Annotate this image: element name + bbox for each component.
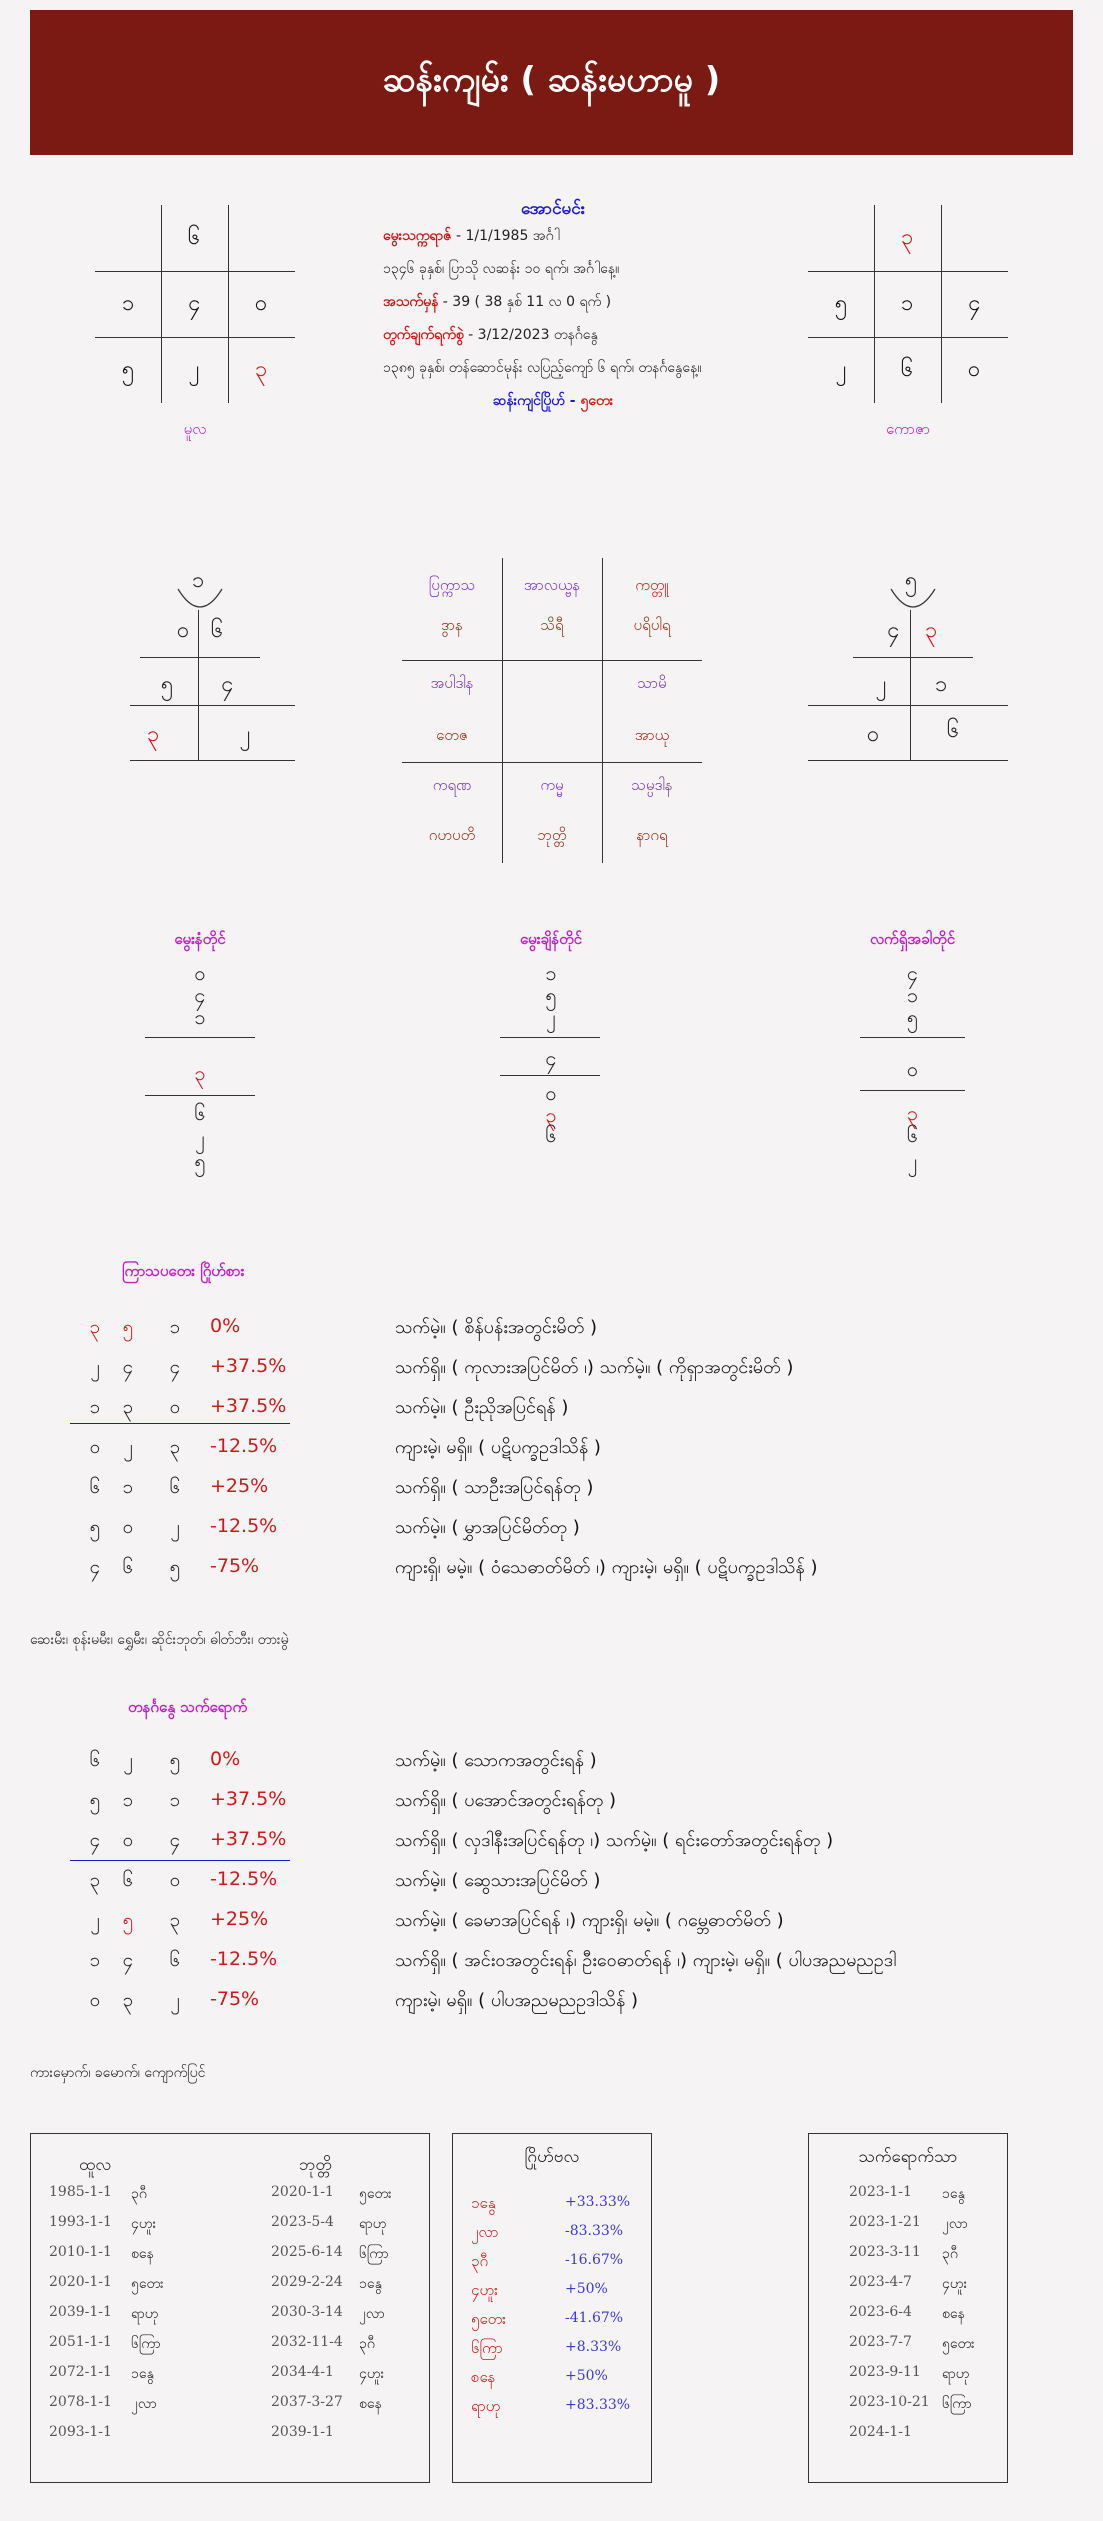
table-row: ၂ ၄ ၄ +37.5% သက်ရှိ။ ( ကုလားအပြင်မိတ် ၊) သက်မဲ့။ ( ကိုရှာအတွင်းမိတ် ) (90, 1355, 794, 1378)
mula-cell: ၂ (188, 356, 200, 382)
section1-note: ဆေးမီး၊ စုန်းမမီး၊ ရွှေမီး၊ ဆိုင်းဘုတ်၊ ဓါတ်ဘီး၊ တားမွဲ (30, 1632, 289, 1648)
age-value: - 39 ( 38 နှစ် 11 လ 0 ရက် ) (438, 294, 612, 310)
planet-strength: +33.33% (565, 2194, 631, 2210)
transit-planet: စနေ (942, 2306, 965, 2322)
bhukti-planet: ၃ဂီ (359, 2336, 375, 2352)
table-row: ၅ ၀ ၂ -12.5% သက်မဲ့။ ( မွှာအပြင်မိတ်တု ) (89, 1515, 580, 1538)
section1-rows (0, 1315, 1103, 1578)
calc-date-value: - 3/12/2023 တနင်္ဂနွေ (463, 327, 598, 343)
table-row: ၄ ၀ ၄ +37.5% သက်ရှိ။ ( လှဒါနီးအပြင်ရန်တု ၊) သက်မဲ့။ ( ရင်းတော်အတွင်းရန်တု ) (89, 1828, 834, 1851)
col-birth-time: မွေးချိန်တိုင် ၁ ၅ ၂ ၄ ၀ ၃ ၆ (495, 930, 607, 1180)
section2-rows (0, 1748, 1103, 2011)
dasa-planet: ရာဟု (131, 2306, 159, 2322)
dasa-box: ထူလ ဘုတ္တိ 1985-1-1 ၃ဂီ 1993-1-1 ၄ဟူး 2010-1-1 စနေ 2020-1-1 ၅တေး 2039-1-1 ရာဟု 2051-1-1 ၆ကြာ 2072-1-1 ၁နွေ 2078-1-1 ၂လာ 2093-1-1 2020-1-1 ၅တေး 2023-5-4 ရာဟု 2025-6-14 ၆ကြာ 2029-2-24 ၁နွေ 2030-3-14 ၂လာ 2032-11-4 ၃ဂီ 2034-4-1 ၄ဟူး 2037-3-27 စနေ 2039-1-1 (30, 2133, 430, 2483)
transit-date: 2023-7-7 (849, 2334, 912, 2350)
bhukti-date: 2039-1-1 (271, 2424, 334, 2440)
table-row: ၀ ၃ ၂ -75% ကျားမဲ့၊ မရှိ။ ( ပါပအညမညဥဒါသိန် ) (89, 1988, 639, 2011)
planet-name: ၄ဟူး (471, 2281, 498, 2299)
table-row: ၃ ၆ ၀ -12.5% သက်မဲ့။ ( ဆွေသားအပြင်မိတ် ) (89, 1868, 601, 1891)
planet-name: ၂လာ (471, 2223, 499, 2241)
planet-strength: -16.67% (565, 2252, 624, 2268)
bhukti-date: 2037-3-27 (271, 2394, 343, 2410)
transit-planet: ၃ဂီ (942, 2246, 958, 2262)
table-row: ၁ ၄ ၆ -12.5% သက်ရှိ။ ( အင်းဝအတွင်းရန်၊ ဦးဝေဓာတ်ရန် ၊) ကျားမဲ့၊ မရှိ။ ( ပါပအညမညဥဒါ (89, 1948, 897, 1971)
kawthan-cell: ၀ (967, 356, 981, 382)
table-row: ၀ ၂ ၃ -12.5% ကျားမဲ့၊ မရှိ။ ( ပဋိပက္ခဥဒါသိန် ) (89, 1435, 601, 1458)
person-name: အောင်မင်း (520, 199, 586, 219)
dasa-date: 2039-1-1 (49, 2304, 112, 2320)
transit-date: 2023-9-11 (849, 2364, 921, 2380)
planet-strength: +50% (565, 2368, 608, 2384)
section1-title: ကြာသပတေး ဂြိုဟ်စား (122, 1262, 245, 1280)
dasa-planet: ၁နွေ (131, 2366, 154, 2382)
mula-cell: ၅ (121, 356, 135, 382)
mula-cell: ၀ (254, 290, 268, 316)
dasa-planet: ၄ဟူး (131, 2216, 157, 2232)
bhukti-planet: စနေ (359, 2396, 382, 2412)
planet-strength-box: ဂြိုဟ်ဗလ ၁နွေ +33.33% ၂လာ -83.33% ၃ဂီ -16.67% ၄ဟူး +50% ၅တေး -41.67% ၆ကြာ +8.33% စနေ +50% ရာဟု +83.33% (452, 2133, 652, 2483)
bhukti-planet: ၆ကြာ (359, 2246, 389, 2262)
born-myanmar-date: ၁၃၄၆ ခုနှစ်၊ ပြာသို လဆန်း ၁၀ ရက်၊ အင်္ဂါနေ့။ (383, 261, 620, 277)
page-title: ဆန်းကျမ်း ( ဆန်းမဟာမူ ) (30, 10, 1073, 155)
table-row: ၁ ၃ ၀ +37.5% သက်မဲ့။ ( ဦးညိုအပြင်ရန် ) (89, 1395, 569, 1418)
table-row: ၆ ၁ ၆ +25% သက်ရှိ။ ( သာဦးအပြင်ရန်တု ) (89, 1475, 594, 1498)
bhukti-date: 2023-5-4 (271, 2214, 334, 2230)
transit-box: သက်ရောက်သာ 2023-1-1 ၁နွေ 2023-1-21 ၂လာ 2023-3-11 ၃ဂီ 2023-4-7 ၄ဟူး 2023-6-4 စနေ 2023-7-7 ၅တေး 2023-9-11 ရာဟု 2023-10-21 ၆ကြာ 2024-1-1 (808, 2133, 1008, 2483)
dasa-date: 2078-1-1 (49, 2394, 112, 2410)
transit-date: 2023-4-7 (849, 2274, 912, 2290)
calc-myanmar-date: ၁၃၈၅ ခုနှစ်၊ တန်ဆောင်မုန်း လပြည့်ကျော် ၆ ရက်၊ တနင်္ဂနွေနေ့။ (383, 360, 702, 376)
bhukti-date: 2020-1-1 (271, 2184, 334, 2200)
transit-planet: ရာဟု (942, 2366, 970, 2382)
transit-planet: ၄ဟူး (942, 2276, 968, 2292)
table-row: ၄ ၆ ၅ -75% ကျားရှိ၊ မမဲ့။ ( ဝံသေဓာတ်မိတ် ၊) ကျားမဲ့၊ မရှိ။ ( ပဋိပက္ခဥဒါသိန် ) (89, 1555, 818, 1578)
transit-planet: ၂လာ (942, 2216, 968, 2232)
planet-name: ၆ကြာ (471, 2339, 503, 2357)
col-current: လက်ရှိအခါတိုင် ၄ ၁ ၅ ၀ ၃ ၆ ၂ (850, 930, 975, 1180)
transit-date: 2023-10-21 (849, 2394, 930, 2410)
kawthan-cell: ၄ (967, 290, 981, 316)
table-row: ၃ ၅ ၁ 0% သက်မဲ့။ ( စိန်ပန်းအတွင်းမိတ် ) (89, 1315, 597, 1338)
bhukti-planet: ၁နွေ (359, 2276, 382, 2292)
left-tri-chart: ၁ ၀ ၆ ၅ ၄ ၃ ၂ (130, 565, 300, 765)
table-row: ၅ ၁ ၁ +37.5% သက်ရှိ။ ( ပအောင်အတွင်းရန်တု ) (89, 1788, 617, 1811)
col-birth-day: မွေးနံတိုင် ၀ ၄ ၁ ၃ ၆ ၂ ၅ (140, 930, 260, 1180)
transit-date: 2023-3-11 (849, 2244, 921, 2260)
bhukti-planet: ရာဟု (359, 2216, 387, 2232)
transit-date: 2023-1-21 (849, 2214, 921, 2230)
kawthan-cell: ၂ (835, 356, 847, 382)
mula-cell: ၃ (254, 356, 268, 382)
dasa-planet: ၅တေး (131, 2276, 164, 2292)
age-label: အသက်မှန် (383, 294, 439, 310)
transit-planet: ၆ကြာ (942, 2396, 972, 2412)
born-label: မွေးသက္ကရာဇ် (383, 228, 452, 244)
dasa-date: 2093-1-1 (49, 2424, 112, 2440)
bhukti-date: 2030-3-14 (271, 2304, 343, 2320)
mula-cell: ၄ (187, 290, 201, 316)
table-row: ၂ ၅ ၃ +25% သက်မဲ့။ ( ခေမာအပြင်ရန် ၊) ကျားရှိ၊ မမဲ့။ ( ဂမ္ဘေဓာတ်မိတ် ) (90, 1908, 784, 1931)
mula-label: မူလ (183, 420, 207, 438)
dasa-date: 2051-1-1 (49, 2334, 112, 2350)
bhukti-planet: ၂လာ (359, 2306, 385, 2322)
planet-strength: +8.33% (565, 2339, 622, 2355)
dasa-date: 1993-1-1 (49, 2214, 112, 2230)
birth-info (383, 200, 723, 411)
planet-name: ၅တေး (471, 2310, 506, 2328)
house-chart: ပြက္ကာသ ဒွာန အာလယ္ဗန သိရီ ကတ္တူ ပရိပါရ အပါဒါန တေဇ သာမိ အာယု ကရဏ ဂဟပတိ ကမ္မ ဘုတ္တိ သမ္ပဒါန နာဂရ (402, 558, 702, 863)
bhukti-date: 2025-6-14 (271, 2244, 343, 2260)
mula-grid (95, 205, 295, 403)
kawthan-cell: ၁ (900, 290, 914, 316)
calc-date-label: တွက်ချက်ရက်စွဲ (383, 327, 464, 343)
born-value: - 1/1/1985 အင်္ဂါ (451, 228, 560, 244)
right-tri-chart: ၅ ၄ ၃ ၂ ၁ ၀ ၆ (808, 565, 1008, 765)
transit-date: 2024-1-1 (849, 2424, 912, 2440)
table-row: ၆ ၂ ၅ 0% သက်မဲ့။ ( သောကအတွင်းရန် ) (89, 1748, 597, 1771)
planet-strength: +83.33% (565, 2397, 631, 2413)
dasa-date: 2010-1-1 (49, 2244, 112, 2260)
dasa-planet: ၆ကြာ (131, 2336, 161, 2352)
bhukti-planet: ၅တေး (359, 2186, 392, 2202)
bhukti-date: 2029-2-24 (271, 2274, 343, 2290)
kawthan-cell: ၆ (900, 356, 914, 382)
section2-title: တနင်္ဂနွေ သက်ရောက် (128, 1698, 248, 1716)
kawthan-label: ကောဇာ (885, 420, 931, 438)
transit-date: 2023-1-1 (849, 2184, 912, 2200)
planet-strength: -83.33% (565, 2223, 624, 2239)
transit-planet: ၅တေး (942, 2336, 975, 2352)
kawthan-cell: ၃ (900, 224, 914, 250)
planet-name: စနေ (471, 2368, 496, 2386)
planet-name: ၁နွေ (471, 2194, 496, 2212)
bhukti-date: 2032-11-4 (271, 2334, 343, 2350)
dasa-planet: ၂လာ (131, 2396, 157, 2412)
transit-date: 2023-6-4 (849, 2304, 912, 2320)
planet-strength: +50% (565, 2281, 608, 2297)
bhukti-date: 2034-4-1 (271, 2364, 334, 2380)
dasa-planet: ၃ဂီ (131, 2186, 147, 2202)
planet-strength: -41.67% (565, 2310, 624, 2326)
dasa-date: 2020-1-1 (49, 2274, 112, 2290)
dasa-planet: စနေ (131, 2246, 154, 2262)
dasa-date: 2072-1-1 (49, 2364, 112, 2380)
section2-note: ကားမှောက်၊ ခမောက်၊ ကျောက်ပြင် (30, 2065, 206, 2081)
dasa-date: 1985-1-1 (49, 2184, 112, 2200)
planet-name: ရာဟု (471, 2397, 501, 2415)
mula-cell: ၁ (121, 290, 135, 316)
planet-name: ၃ဂီ (471, 2252, 489, 2270)
mula-cell: ၆ (187, 224, 201, 250)
transit-planet: ၁နွေ (942, 2186, 965, 2202)
bhukti-planet: ၄ဟူး (359, 2366, 385, 2382)
kawthan-grid (808, 205, 1008, 403)
kawthan-cell: ၅ (834, 290, 848, 316)
ruling-planet: ဆန်းကျင်ပြိုဟ် - ၅တေး (492, 393, 614, 409)
